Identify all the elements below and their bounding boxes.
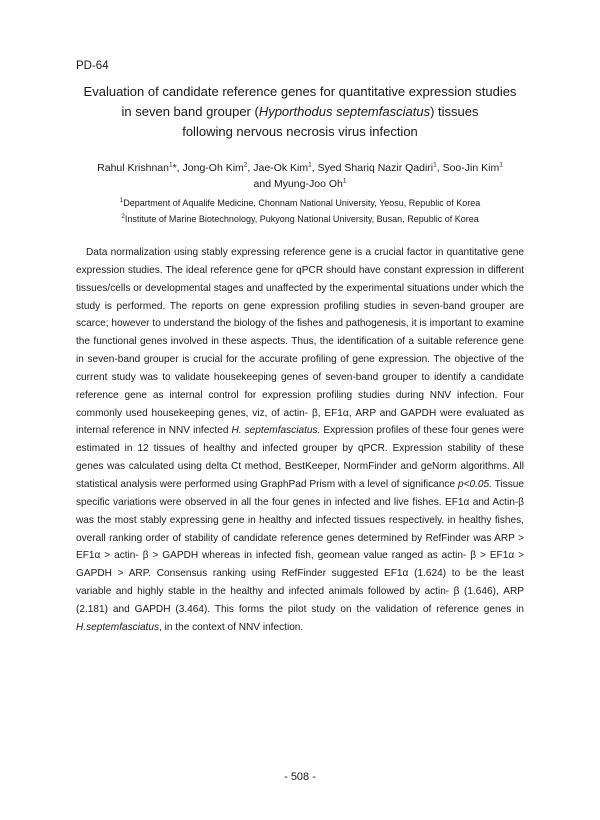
abstract-text-1: Data normalization using stably expressing reference gene is a crucial factor in quantitative gene expression studies. The ideal reference gene for qPCR should have constant expression in different tissues/cells or developmental stages and unaffected by the experimental situations under which the study is performed. The reports on gene expression profiling studies in seven-band grouper are scarce; however to understand the biology of the fishes and pathogenesis, it is important to examine the functional genes involved in these aspects. Thus, the identification of a suitable reference gene in seven-band grouper is crucial for the accurate profiling of gene expression. The objective of the current study was to validate housekeeping genes of seven-band grouper to identify a candidate reference gene as internal control for expression profiling studies during NNV infection. Four commonly used housekeeping genes, viz, of actin- β, EF1α, ARP and GAPDH were evaluated as internal reference in NNV infected [76,247,524,437]
author-line-1 [40,160,560,176]
title-line-1: Evaluation of candidate reference genes for quantitative expression studies [83,84,517,99]
species-name: H. septemfasciatus. [231,425,321,437]
author-name: Jong-Oh Kim [182,162,244,174]
abstract-text-4: , in the context of NNV infection. [159,621,304,633]
affiliation-1 [40,197,560,209]
abstract-text-2: Expression profiles of these four genes were estimated in 12 tissues of healthy and infected grouper by qPCR. Expression stability of these genes was calculated using delta Ct method, BestKeeper, NormFinder and geNorm algorithms. All statistical analysis were performed using GraphPad Prism with a level of significance [76,425,525,490]
abstract-text-3: Tissue specific variations were observed in all the four genes in infected and live fishes. EF1α and Actin-β was the most stably expressing gene in healthy and infected tissues respectively. in healthy fishes, overall ranking order of stability of candidate reference genes determined by RefFinder was ARP > EF1α > actin- β > GAPDH whereas in infected fish, geomean value ranged as actin- β > EF1α > GAPDH > ARP. Consensus ranking using RefFinder suggested EF1α (1.624) to be the least variable and highly stable in the healthy and infected animals followed by actin- β (1.646), ARP (2.181) and GAPDH (3.464). This forms the pilot study on the validation of reference genes in [76,478,524,615]
title-line-2-pre: in seven band grouper ( [121,104,259,119]
author-separator: *, [172,162,183,174]
author-line-2 [40,176,560,192]
author-separator: , [247,162,254,174]
author-affiliation-mark: 1 [308,161,312,169]
paper-title [40,82,560,142]
affiliation-2 [40,213,560,225]
author-separator: , [311,162,318,174]
title-species: Hyporthodus septemfasciatus [258,104,431,119]
author-separator: , [436,162,443,174]
author-name: and Myung-Joo Oh [253,178,343,190]
page-number: - 508 - [284,771,316,783]
author-affiliation-mark: 2 [243,161,248,169]
presentation-code: PD-64 [76,60,109,72]
author-name: Soo-Jin Kim [442,162,500,174]
author-affiliation-mark: 1 [433,161,437,169]
species-name: H.septemfasciatus [76,621,160,633]
affiliation-mark: 2 [121,213,125,220]
title-line-3: following nervous necrosis virus infection [182,124,418,139]
author-name: Jae-Ok Kim [253,162,309,174]
author-name: Rahul Krishnan [97,162,169,174]
significance-level: p<0.05. [457,478,492,490]
author-affiliation-mark: 1 [499,161,503,169]
affiliation-mark: 1 [119,197,124,204]
affiliation-text: Institute of Marine Biotechnology, Pukyong National University, Busan, Republic of Korea [124,214,479,224]
abstract-body [76,244,524,637]
author-list [40,160,560,192]
author-affiliation-mark: 1 [342,177,347,185]
title-line-2 [40,102,560,122]
title-line-2-post: ) tissues [430,104,479,119]
author-name: Syed Shariq Nazir Qadiri [317,162,434,174]
affiliation-text: Department of Aqualife Medicine, Chonnam National University, Yeosu, Republic of Korea [123,198,481,208]
author-affiliation-mark: 1 [168,161,173,169]
